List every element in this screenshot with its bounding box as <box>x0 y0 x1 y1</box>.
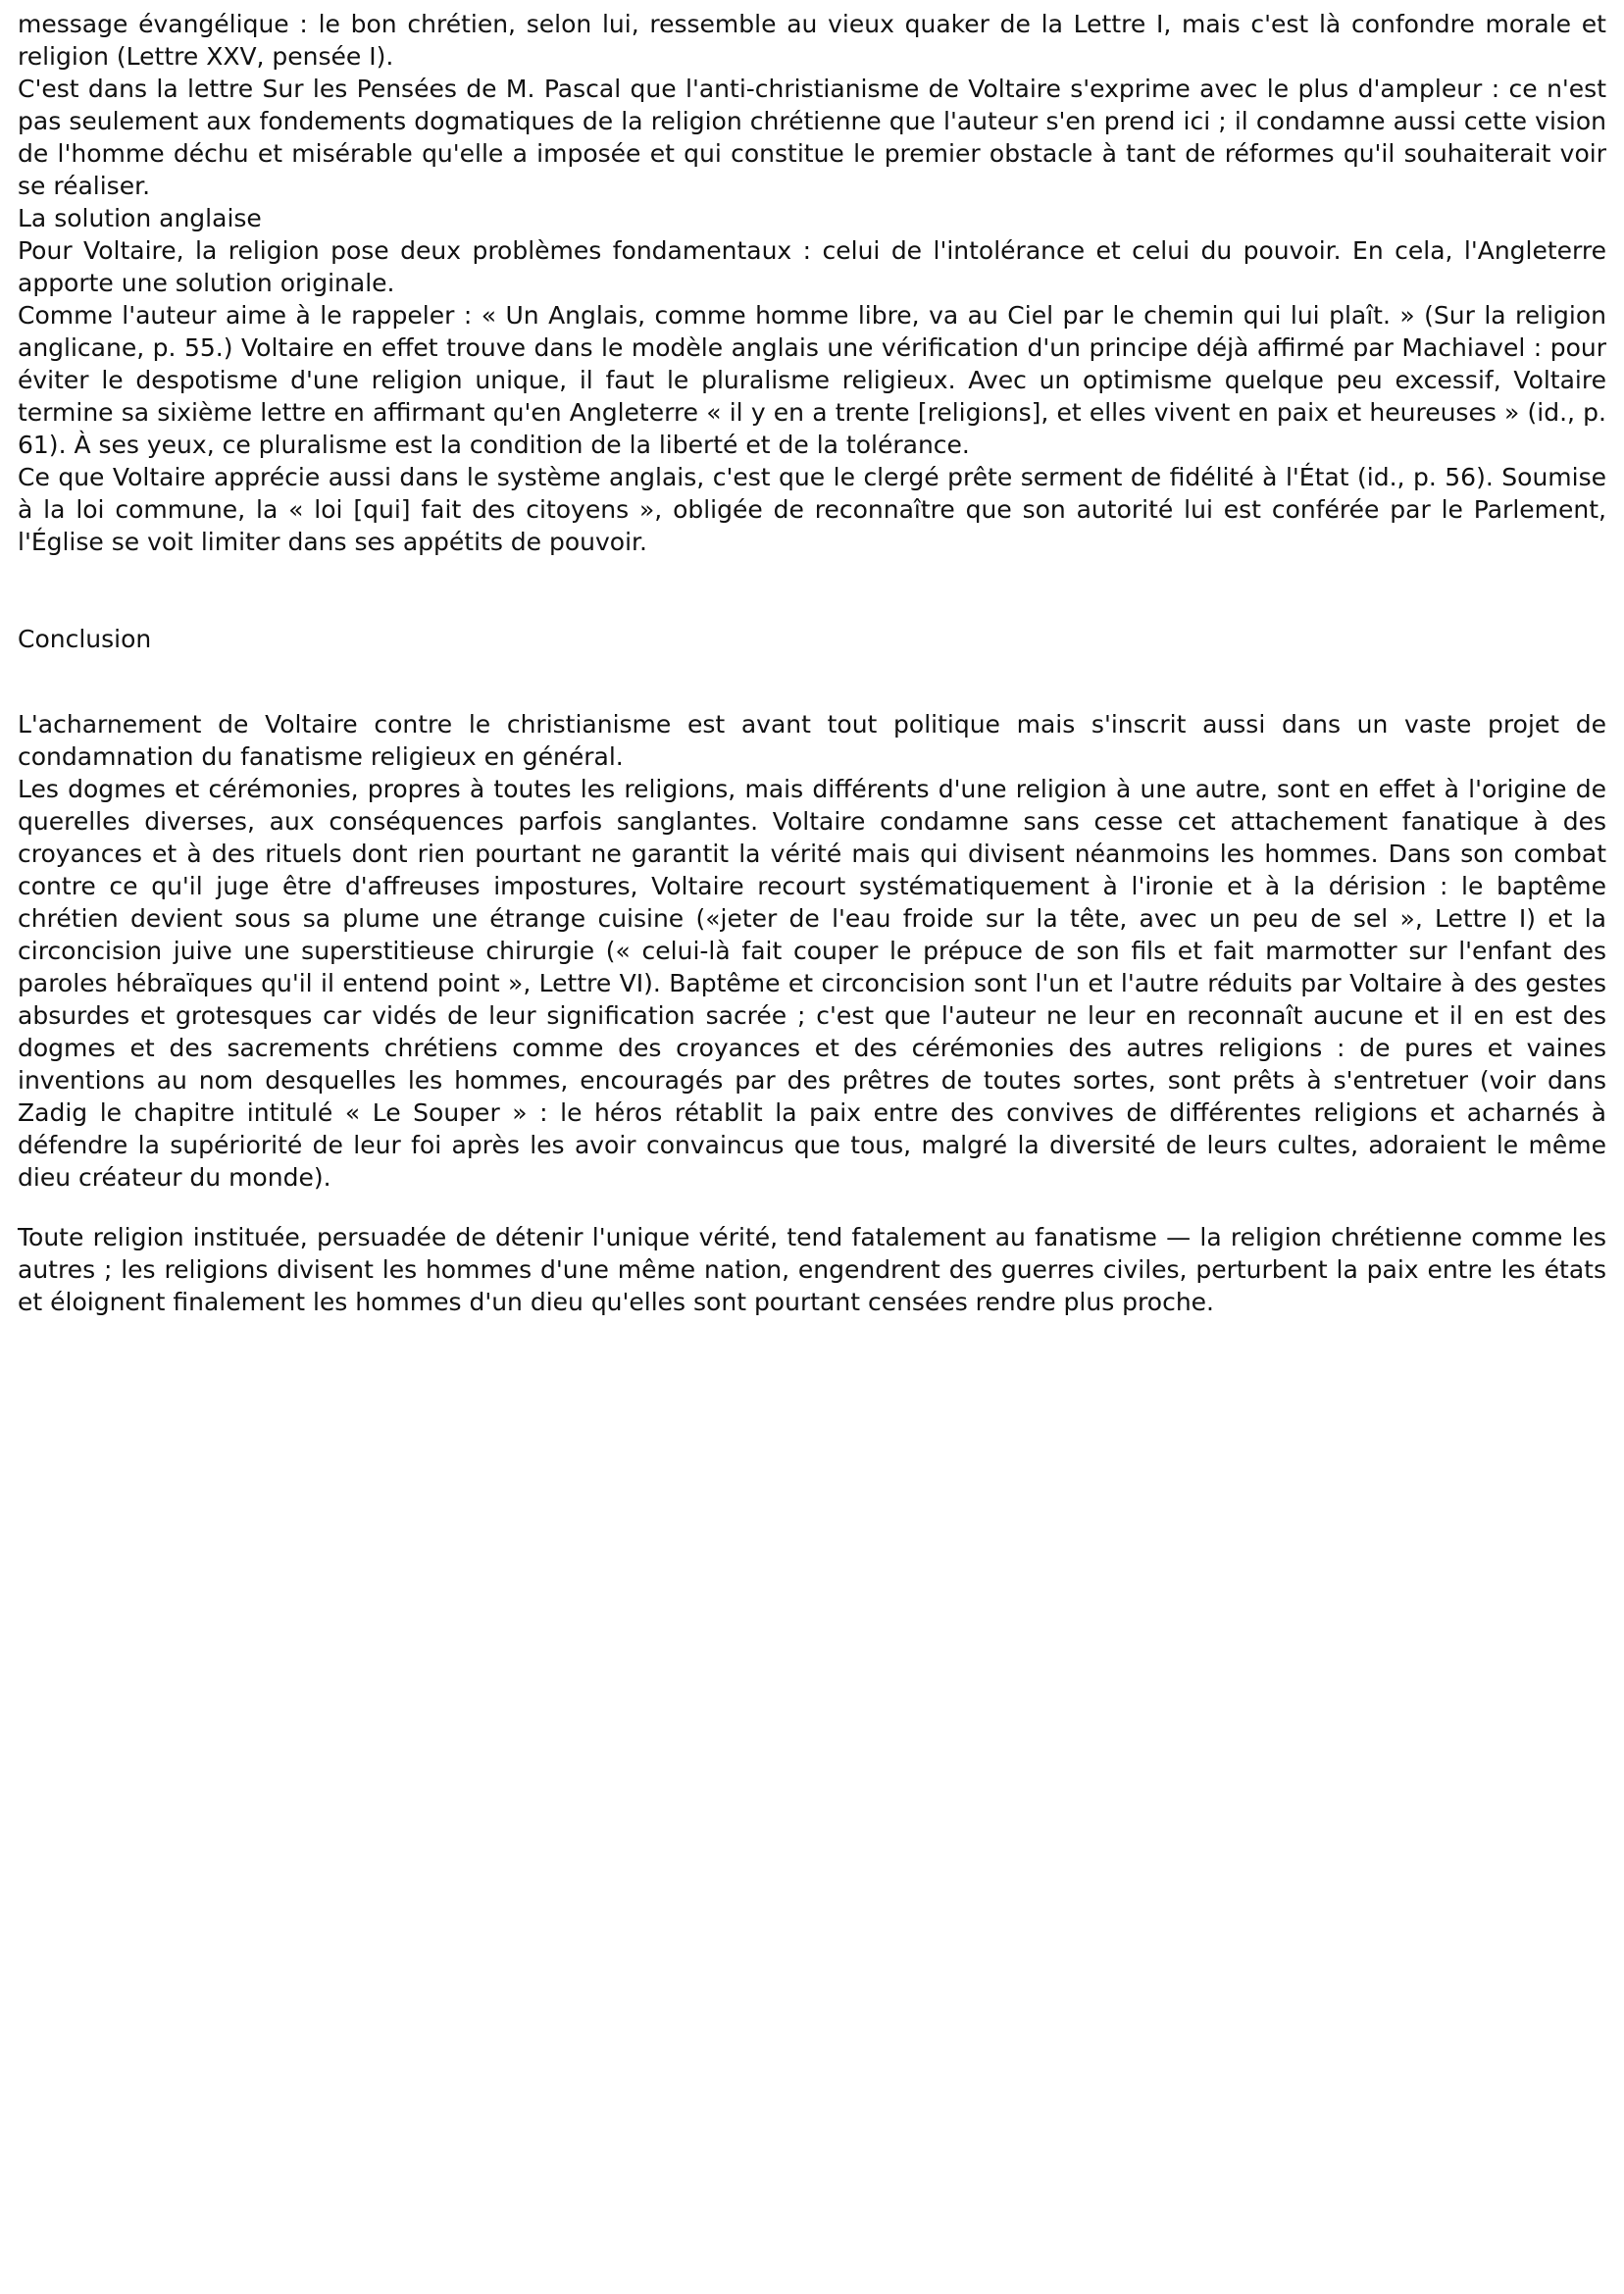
paragraph-deux-problemes: Pour Voltaire, la religion pose deux problèmes fondamentaux : celui de l'intolérance et celui du pouvoir. En cela, l'Angleterre apporte une solution originale. <box>18 236 1606 297</box>
paragraph-quaker: message évangélique : le bon chrétien, selon lui, ressemble au vieux quaker de la Lettre I, mais c'est là confondre morale et religion (Lettre XXV, pensée I). <box>18 10 1606 71</box>
paragraph-anglais-libre: Comme l'auteur aime à le rappeler : « Un Anglais, comme homme libre, va au Ciel par le chemin qui lui plaît. » (Sur la religion anglicane, p. 55.) Voltaire en effet trouve dans le modèle anglais une vérification d'un principe déjà affirmé par Machiavel : pour éviter le despotisme d'une religion unique, il faut le pluralisme religieux. Avec un optimisme quelque peu excessif, Voltaire termine sa sixième lettre en affirmant qu'en Angleterre « il y en a trente [religions], et elles vivent en paix et heureuses » (id., p. 61). À ses yeux, ce pluralisme est la condition de la liberté et de la tolérance. <box>18 301 1606 459</box>
spacer <box>18 558 1606 623</box>
conclusion-heading: Conclusion <box>18 625 152 653</box>
paragraph-clerge: Ce que Voltaire apprécie aussi dans le système anglais, c'est que le clergé prête serment de fidélité à l'État (id., p. 56). Soumise à la loi commune, la « loi [qui] fait des citoyens », obligée de reconnaître que son autorité lui est conférée par le Parlement, l'Église se voit limiter dans ses appétits de pouvoir. <box>18 463 1606 556</box>
paragraph-acharnement: L'acharnement de Voltaire contre le christianisme est avant tout politique mais s'inscrit aussi dans un vaste projet de condamnation du fanatisme religieux en général. <box>18 710 1606 771</box>
paragraph-dogmes: Les dogmes et cérémonies, propres à toutes les religions, mais différents d'une religion à une autre, sont en effet à l'origine de querelles diverses, aux conséquences parfois sanglantes. Voltaire condamne sans cesse cet attachement fanatique à des croyances et à des rituels dont rien pourtant ne garantit la vérité mais qui divisent néanmoins les hommes. Dans son combat contre ce qu'il juge être d'affreuses impostures, Voltaire recourt systématiquement à l'ironie et à la dérision : le baptême chrétien devient sous sa plume une étrange cuisine («jeter de l'eau froide sur la tête, avec un peu de sel », Lettre I) et la circoncision juive une superstitieuse chirurgie (« celui-là fait couper le prépuce de son fils et fait marmotter sur l'enfant des paroles hébraïques qu'il il entend point », Lettre VI). Baptême et circoncision sont l'un et l'autre réduits par Voltaire à des gestes absurdes et grotesques car vidés de leur signification sacrée ; c'est que l'auteur ne leur en reconnaît aucune et il en est des dogmes et des sacrements chrétiens comme des croyances et des cérémonies des autres religions : de pures et vaines inventions au nom desquelles les hommes, encouragés par des prêtres de toutes sortes, sont prêts à s'entretuer (voir dans Zadig le chapitre intitulé « Le Souper » : le héros rétablit la paix entre des convives de différentes religions et acharnés à défendre la supériorité de leur foi après les avoir convaincus que tous, malgré la diversité de leurs cultes, adoraient le même dieu créateur du monde). <box>18 775 1606 1192</box>
section-heading-solution-anglaise: La solution anglaise <box>18 204 262 232</box>
paragraph-pascal: C'est dans la lettre Sur les Pensées de M. Pascal que l'anti-christianisme de Voltaire s'exprime avec le plus d'ampleur : ce n'est pas seulement aux fondements dogmatiques de la religion chrétienne que l'auteur s'en prend ici ; il condamne aussi cette vision de l'homme déchu et misérable qu'elle a imposée et qui constitue le premier obstacle à tant de réformes qu'il souhaiterait voir se réaliser. <box>18 75 1606 200</box>
document-page <box>18 8 1606 1318</box>
paragraph-final: Toute religion instituée, persuadée de détenir l'unique vérité, tend fatalement au fanatisme — la religion chrétienne comme les autres ; les religions divisent les hommes d'une même nation, engendrent des guerres civiles, perturbent la paix entre les états et éloignent finalement les hommes d'un dieu qu'elles sont pourtant censées rendre plus proche. <box>18 1223 1606 1316</box>
spacer <box>18 655 1606 708</box>
spacer <box>18 1194 1606 1221</box>
